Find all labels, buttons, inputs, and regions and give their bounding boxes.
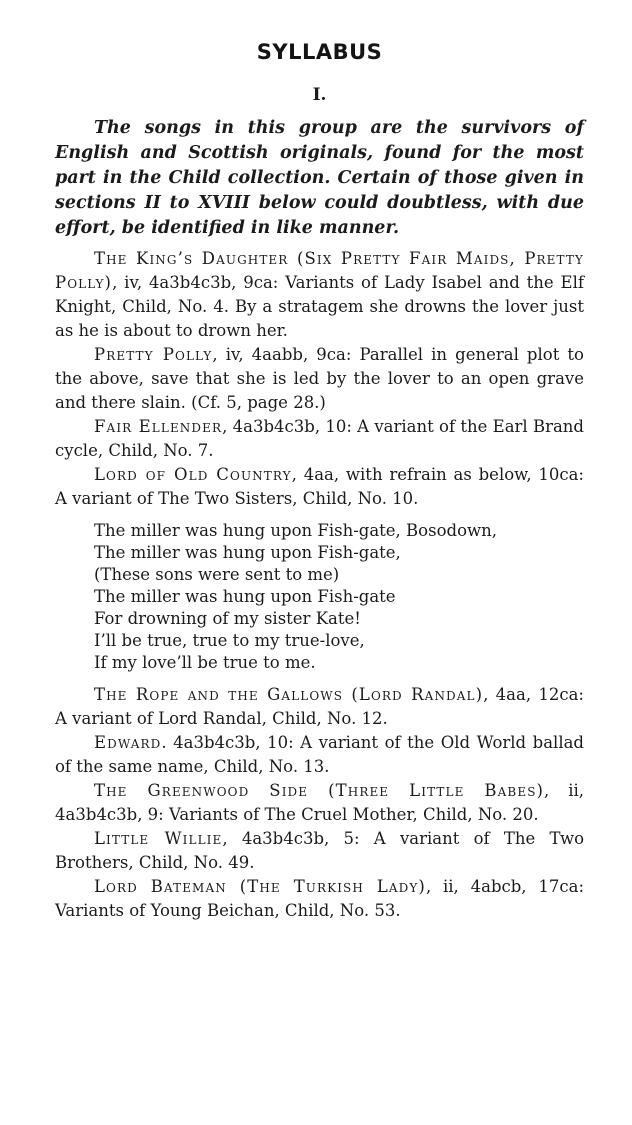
entry-text: , 4aa, 12ca: A variant of Lord Randal, Child, No. 12.	[55, 685, 584, 728]
entry-title: Edward	[94, 733, 162, 752]
entry-title: Lord Bateman (The Turkish Lady)	[94, 877, 426, 896]
entry-little-willie	[55, 827, 584, 875]
entry-edward	[55, 731, 584, 779]
page-title: SYLLABUS	[256, 40, 383, 64]
entry-pretty-polly	[55, 343, 584, 415]
verse-line: (These sons were sent to me)	[94, 565, 340, 584]
verse-line: For drowning of my sister Kate!	[94, 609, 361, 628]
entry-title: The Greenwood Side (Three Little Babes)	[94, 781, 545, 800]
entry-rope-and-gallows	[55, 683, 584, 731]
entry-text: , 4a3b4c3b, 10: A variant of the Earl Brand cycle, Child, No. 7.	[55, 417, 584, 460]
entry-greenwood-side	[55, 779, 584, 827]
verse-line: The miller was hung upon Fish-gate, Bosodown,	[94, 521, 498, 540]
entry-text: , 4a3b4c3b, 5: A variant of The Two Brothers, Child, No. 49.	[55, 829, 585, 872]
entry-text: . 4a3b4c3b, 10: A variant of the Old World ballad of the same name, Child, No. 13.	[55, 733, 584, 776]
entry-title: Fair Ellender	[94, 417, 223, 436]
entry-kings-daughter	[55, 247, 584, 343]
entry-text: , ii, 4abcb, 17ca: Variants of Young Beichan, Child, No. 53.	[55, 877, 584, 920]
book-page	[55, 40, 584, 923]
intro-paragraph: The songs in this group are the survivors of English and Scottish originals, found for the most part in the Child collection. Certain of those given in sections II to XVIII below could doubtless, with due effort, be identified in like manner.	[55, 118, 584, 238]
verse-line: I’ll be true, true to my true-love,	[94, 631, 365, 650]
entry-title: The Rope and the Gallows (Lord Randal)	[94, 685, 484, 704]
entry-lord-of-old-country	[55, 463, 584, 511]
entry-lord-bateman	[55, 875, 584, 923]
entry-title: The King’s Daughter (Six Pretty Fair Maids, Pretty Polly)	[55, 249, 584, 292]
verse-block	[94, 520, 584, 674]
entry-text: , ii, 4a3b4c3b, 9: Variants of The Cruel Mother, Child, No. 20.	[55, 781, 584, 824]
verse-line: If my love’ll be true to me.	[94, 653, 316, 672]
entry-title: Lord of Old Country	[94, 465, 292, 484]
entry-text: , iv, 4a3b4c3b, 9ca: Variants of Lady Isabel and the Elf Knight, Child, No. 4. By a stratagem she drowns the lover just as he is about to drown her.	[55, 273, 584, 340]
entry-title: Pretty Polly	[94, 345, 213, 364]
entry-text: , iv, 4aabb, 9ca: Parallel in general plot to the above, save that she is led by the lover to an open grave and there slain. (Cf. 5, page 28.)	[55, 345, 584, 412]
entry-fair-ellender	[55, 415, 584, 463]
verse-line: The miller was hung upon Fish-gate,	[94, 543, 401, 562]
entry-text: , 4aa, with refrain as below, 10ca: A variant of The Two Sisters, Child, No. 10.	[55, 465, 584, 508]
section-number: I.	[312, 85, 327, 105]
entry-title: Little Willie	[94, 829, 223, 848]
verse-line: The miller was hung upon Fish-gate	[94, 587, 396, 606]
